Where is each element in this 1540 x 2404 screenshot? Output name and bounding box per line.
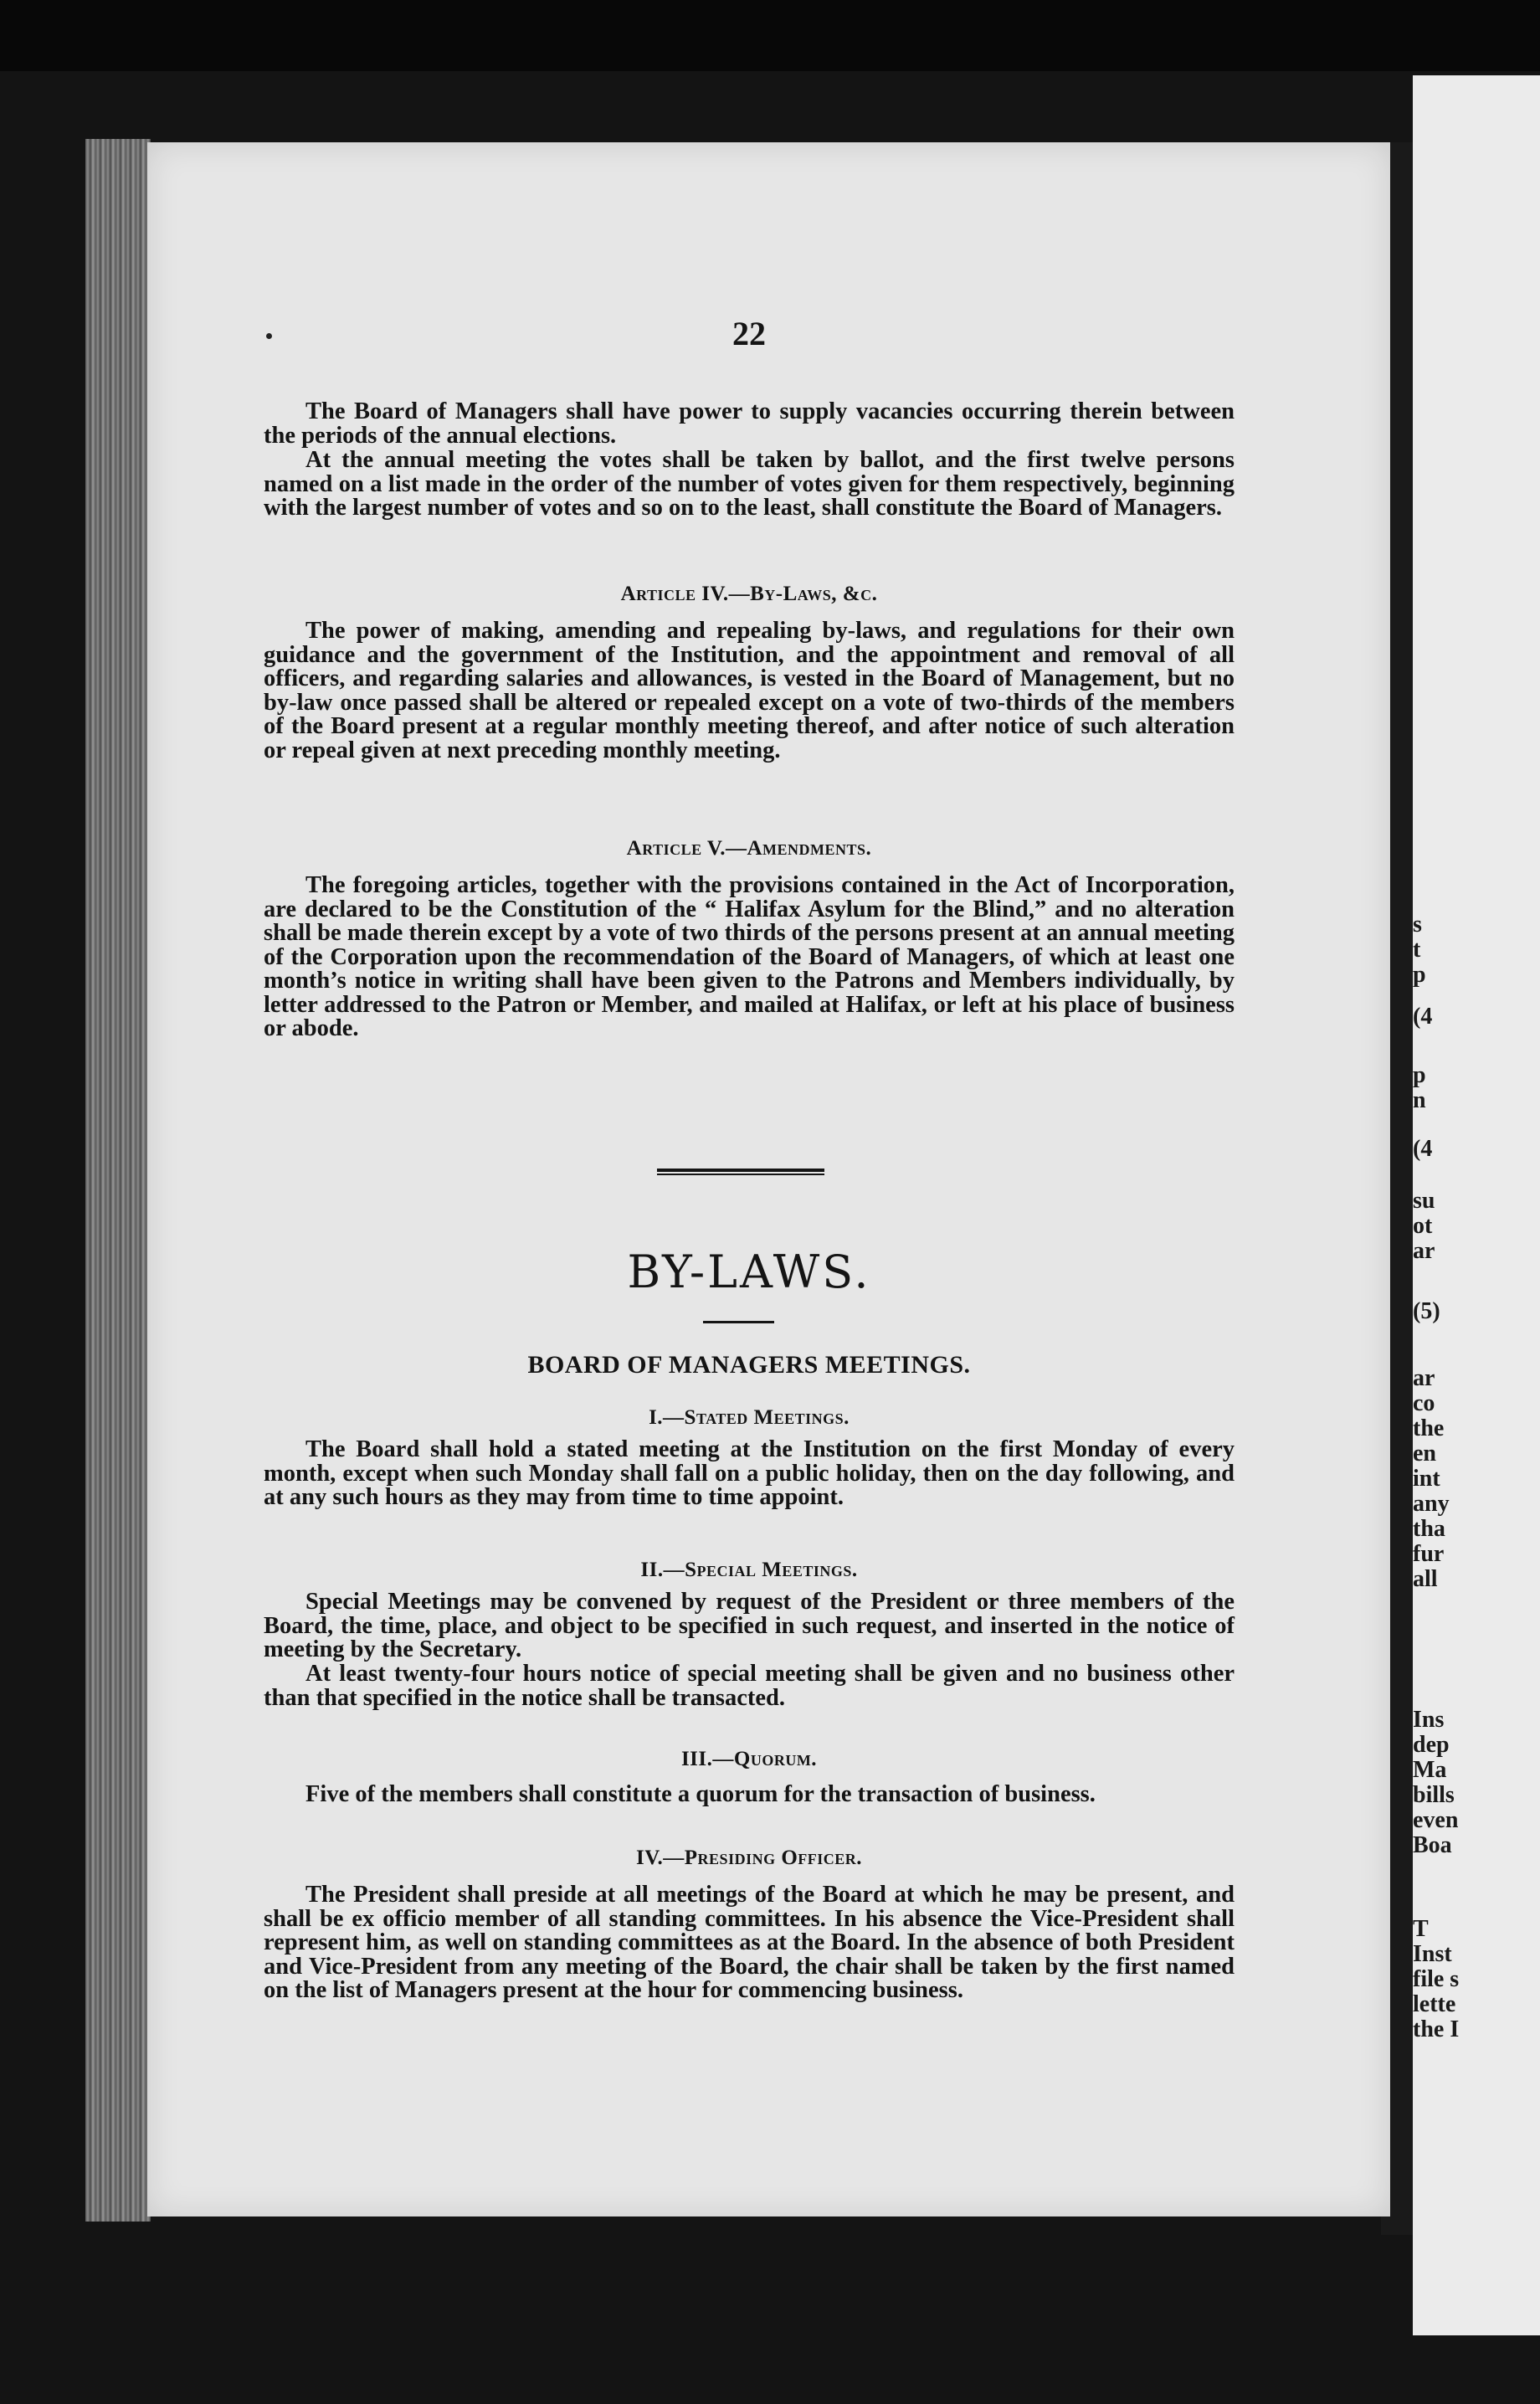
adjacent-fragment: ot [1413,1213,1433,1239]
quorum-text: Five of the members shall constitute a quorum for the transaction of business. [305,1781,1096,1807]
article-iv-text: The power of making, amending and repealing by-laws, and regulations for their own guidance and the government of the Institution, and the appointment and removal of all officers, and regarding salaries and allowances, is vested in the Board of Management, but no by-law once passed shall be altered or repealed except on a vote of two-thirds of the members of the Board present at a regular monthly meeting thereof, and after notice of such alteration or repeal given at next preceding monthly meeting. [264,618,1235,763]
adjacent-fragment: tha [1413,1516,1445,1542]
adjacent-fragment: t [1413,937,1421,963]
scan-top-border [0,0,1540,71]
adjacent-fragment: Ma [1413,1757,1447,1783]
quorum-heading: III.—Quorum. [680,1748,818,1770]
adjacent-fragment: Inst [1413,1941,1452,1967]
adjacent-fragment: bills [1413,1782,1455,1808]
adjacent-fragment: the [1413,1415,1445,1441]
special-meetings-heading: II.—Special Meetings. [640,1559,858,1581]
adjacent-fragment: fur [1413,1541,1445,1567]
adjacent-fragment: Ins [1413,1707,1445,1733]
adjacent-fragment: lette [1413,1991,1456,2017]
adjacent-fragment: n [1413,1087,1426,1113]
paragraph-annual-election: At the annual meeting the votes shall be taken by ballot, and the first twelve persons named on a list made in the order of the number of votes given for them respectively, beginning with the largest number of votes and so on to the least, shall constitute the Board of Managers. [264,447,1235,521]
adjacent-fragment: (4 [1413,1004,1433,1030]
stated-meetings-text: The Board shall hold a stated meeting at the Institution on the first Monday of every month, except when such Monday shall fall on a public holiday, then on the day following, and at any such hours as they may from time to time appoint. [264,1436,1235,1510]
paragraph-vacancies: The Board of Managers shall have power to supply vacancies occurring therein between the periods of the annual elections. [264,398,1235,449]
presiding-officer-heading: IV.—Presiding Officer. [635,1847,863,1869]
adjacent-fragment: Boa [1413,1832,1452,1858]
adjacent-fragment: any [1413,1491,1450,1517]
adjacent-fragment: s [1413,912,1422,937]
page-number: 22 [732,315,766,352]
book-page-edges [85,139,151,2222]
adjacent-fragment: su [1413,1188,1435,1214]
title-rule [703,1321,774,1323]
adjacent-fragment: en [1413,1441,1436,1467]
adjacent-fragment: dep [1413,1732,1450,1758]
adjacent-fragment: p [1413,1062,1426,1088]
adjacent-fragment: file s [1413,1966,1460,1992]
article-v-text: The foregoing articles, together with the provisions contained in the Act of Incorporation, are declared to be the Constitution of the “ Halifax Asylum for the Blind,” and no alteration shall be made therein except by a vote of two thirds of the persons present at an annual meeting of the Corporation upon the recommendation of the Board of Managers, of which at least one month’s notice in writing shall have been given to the Patrons and Members individually, by letter addressed to the Patron or Member, and mailed at Halifax, or left at his place of business or abode. [264,872,1235,1041]
adjacent-fragment: (5) [1413,1298,1440,1324]
section-divider [657,1169,824,1175]
presiding-officer-text: The President shall preside at all meetings of the Board at which he may be present, and shall be ex officio member of all standing committees. In his absence the Vice-President shall represent him, as well on standing committees as at the Board. In the absence of both President and Vice-President from any meeting of the Board, the chair shall be taken by the first named on the list of Managers present at the hour for commencing business. [264,1882,1235,2003]
adjacent-fragment: co [1413,1390,1435,1416]
stated-meetings-heading: I.—Stated Meetings. [649,1406,850,1429]
adjacent-fragment: (4 [1413,1136,1433,1162]
article-v-heading: Article V.—Amendments. [626,837,872,860]
board-meetings-title: BOARD OF MANAGERS MEETINGS. [527,1351,971,1379]
special-meetings-text: Special Meetings may be convened by request of the President or three members of the Board, the time, place, and object to be specified in such request, and inserted in the notice of meeting by the Secretary. [264,1589,1235,1662]
adjacent-fragment: int [1413,1466,1440,1492]
special-meetings-notice-text: At least twenty-four hours notice of special meeting shall be given and no business other than that specified in the notice shall be transacted. [264,1661,1235,1711]
adjacent-fragment: all [1413,1566,1438,1592]
adjacent-fragment: even [1413,1807,1459,1833]
bylaws-title: BY-LAWS. [627,1246,871,1298]
adjacent-fragment: ar [1413,1365,1435,1391]
adjacent-fragment: ar [1413,1238,1435,1264]
adjacent-page-partial [1413,75,1540,2335]
adjacent-fragment: p [1413,962,1426,988]
adjacent-fragment: T [1413,1916,1429,1942]
article-iv-heading: Article IV.—By-Laws, &c. [620,583,878,605]
adjacent-fragment: the I [1413,2016,1460,2042]
